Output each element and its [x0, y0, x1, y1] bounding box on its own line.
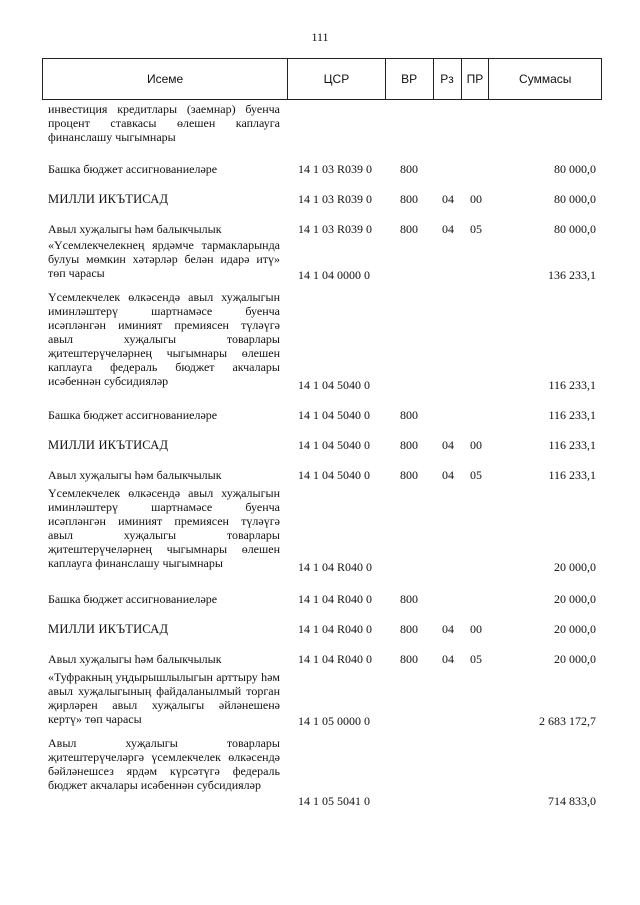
- row-rz: 04: [442, 468, 454, 482]
- table-row: [42, 670, 602, 728]
- row-vr: 800: [400, 222, 418, 236]
- table-header: [42, 58, 602, 100]
- row-sum: 80 000,0: [554, 222, 596, 236]
- row-csr: 14 1 04 5040 0: [298, 378, 370, 392]
- row-csr: 14 1 05 0000 0: [298, 714, 370, 728]
- header-name: Исеме: [43, 59, 288, 99]
- header-sum: Суммасы: [519, 72, 572, 86]
- table-row: [42, 438, 602, 452]
- row-rz: 04: [442, 622, 454, 636]
- row-sum: 20 000,0: [554, 652, 596, 666]
- row-sum: 20 000,0: [554, 622, 596, 636]
- row-sum: 116 233,1: [548, 468, 596, 482]
- row-pr: 05: [470, 468, 482, 482]
- row-sum: 116 233,1: [548, 408, 596, 422]
- row-csr: 14 1 04 R040 0: [298, 560, 373, 574]
- row-name: Авыл хуҗалыгы һәм балыкчылык: [48, 222, 222, 236]
- row-csr: 14 1 03 R039 0: [298, 222, 373, 236]
- header-vr: ВР: [386, 59, 434, 99]
- row-csr: 14 1 04 R040 0: [298, 592, 373, 606]
- row-name: «Үсемлекчелекнең ярдәмче тармакларында булуы мөмкин хәтәрләр белән идарә итү» төп чарасы: [48, 238, 280, 280]
- table-row: [42, 652, 602, 666]
- table-row: [42, 290, 602, 392]
- row-rz: 04: [442, 652, 454, 666]
- row-name: Башка бюджет ассигнованиеләре: [48, 408, 218, 422]
- row-csr: 14 1 04 5040 0: [298, 438, 370, 452]
- row-name: «Туфракның уңдырышлылыгын арттыру һәм авыл хуҗалыгының файдаланылмый торган җирләрен авыл хуҗалыгы әйләнешенә кертү» төп чарасы: [48, 670, 280, 726]
- row-pr: 00: [470, 438, 482, 452]
- table-row: [42, 736, 602, 808]
- row-name: Авыл хуҗалыгы товарлары җитештерүчеләргә үсемлекчелек өлкәсендә бәйләнешсез ярдәм күрсәтүгә федераль бюджет акчалары исәбеннән субсидияләр: [48, 736, 280, 792]
- row-pr: 05: [470, 652, 482, 666]
- row-vr: 800: [400, 592, 418, 606]
- table-row: [42, 408, 602, 422]
- row-vr: 800: [400, 438, 418, 452]
- row-name: МИЛЛИ ИКЪТИСАД: [48, 622, 169, 636]
- table-row: [42, 192, 602, 206]
- header-rz: Рз: [434, 59, 462, 99]
- table-row: [42, 486, 602, 574]
- table-row: [42, 468, 602, 482]
- row-name: Үсемлекчелек өлкәсендә авыл хуҗалыгын иминләштерү шартнамәсе буенча исәпләнгән иминият премиясен түләүгә авыл хуҗалыгы товарлары җитештерүчеләрнең чыгымнары өлешен каплауга федераль бюджет акчалары исәбеннән субсидияләр: [48, 290, 280, 388]
- row-vr: 800: [400, 652, 418, 666]
- table-row: [42, 622, 602, 636]
- row-name: МИЛЛИ ИКЪТИСАД: [48, 438, 169, 452]
- row-csr: 14 1 04 R040 0: [298, 652, 373, 666]
- row-csr: 14 1 04 0000 0: [298, 268, 370, 282]
- row-csr: 14 1 04 R040 0: [298, 622, 373, 636]
- header-pr: ПР: [462, 59, 490, 99]
- row-vr: 800: [400, 622, 418, 636]
- row-rz: 04: [442, 222, 454, 236]
- row-sum: 80 000,0: [554, 192, 596, 206]
- row-vr: 800: [400, 468, 418, 482]
- table-row: [42, 238, 602, 282]
- row-name: инвестиция кредитлары (заемнар) буенча процент ставкасы өлешен каплауга финанслашу чыгымнары: [48, 102, 280, 144]
- row-sum: 136 233,1: [548, 268, 596, 282]
- row-sum: 20 000,0: [554, 592, 596, 606]
- table-row: [42, 592, 602, 606]
- row-csr: 14 1 03 R039 0: [298, 192, 373, 206]
- row-name: Үсемлекчелек өлкәсендә авыл хуҗалыгын иминләштерү шартнамәсе буенча исәпләнгән иминият премиясен түләүгә авыл хуҗалыгы товарлары җитештерүчеләрнең чыгымнары өлешен каплауга финанслашу чыгымнары: [48, 486, 280, 570]
- row-vr: 800: [400, 162, 418, 176]
- row-pr: 05: [470, 222, 482, 236]
- row-csr: 14 1 04 5040 0: [298, 468, 370, 482]
- row-rz: 04: [442, 438, 454, 452]
- row-pr: 00: [470, 192, 482, 206]
- row-vr: 800: [400, 192, 418, 206]
- row-csr: 14 1 04 5040 0: [298, 408, 370, 422]
- table-row: [42, 162, 602, 176]
- row-sum: 80 000,0: [554, 162, 596, 176]
- row-pr: 00: [470, 622, 482, 636]
- row-csr: 14 1 05 5041 0: [298, 794, 370, 808]
- row-rz: 04: [442, 192, 454, 206]
- row-sum: 116 233,1: [548, 438, 596, 452]
- table-row: [42, 222, 602, 236]
- row-name: Башка бюджет ассигнованиеләре: [48, 592, 218, 606]
- row-sum: 714 833,0: [548, 794, 596, 808]
- row-sum: 116 233,1: [548, 378, 596, 392]
- row-csr: 14 1 03 R039 0: [298, 162, 373, 176]
- row-name: Авыл хуҗалыгы һәм балыкчылык: [48, 468, 222, 482]
- row-sum: 2 683 172,7: [539, 714, 596, 728]
- page-number: 111: [311, 30, 329, 44]
- row-name: Башка бюджет ассигнованиеләре: [48, 162, 218, 176]
- row-vr: 800: [400, 408, 418, 422]
- header-csr: ЦСР: [288, 59, 386, 99]
- row-name: МИЛЛИ ИКЪТИСАД: [48, 192, 169, 206]
- row-sum: 20 000,0: [554, 560, 596, 574]
- table-row: [42, 102, 602, 146]
- row-name: Авыл хуҗалыгы һәм балыкчылык: [48, 652, 222, 666]
